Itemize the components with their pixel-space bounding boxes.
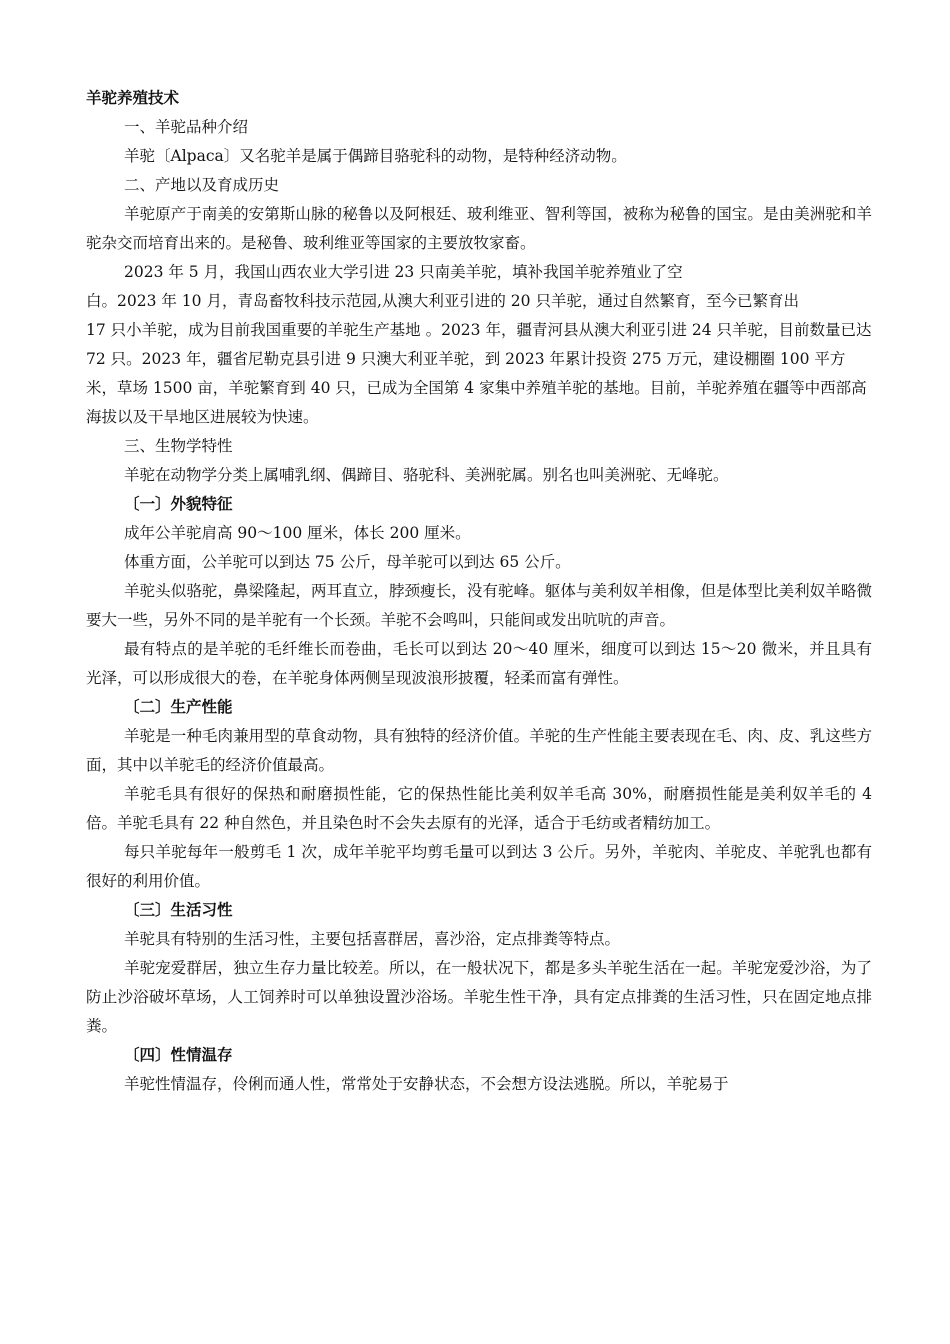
subheading-appearance: 〔一〕外貌特征	[124, 495, 233, 513]
paragraph: 羊驼原产于南美的安第斯山脉的秘鲁以及阿根廷、玻利维亚、智利等国，被称为秘鲁的国宝。是由美洲驼和羊驼杂交而培育出来的。是秘鲁、玻利维亚等国家的主要放牧家畜。	[86, 205, 872, 252]
paragraph: 2023 年 5 月，我国山西农业大学引进 23 只南美羊驼，填补我国羊驼养殖业了空	[124, 263, 683, 281]
section-heading-biology: 三、生物学特性	[124, 437, 233, 455]
paragraph: 每只羊驼每年一般剪毛 1 次，成年羊驼平均剪毛量可以到达 3 公斤。另外，羊驼肉、羊驼皮、羊驼乳也都有很好的利用价值。	[86, 843, 872, 890]
document-page	[86, 84, 872, 1099]
paragraph: 羊驼具有特别的生活习性，主要包括喜群居，喜沙浴，定点排粪等特点。	[124, 930, 621, 948]
subheading-temperament: 〔四〕性情温存	[124, 1046, 233, 1064]
document-title: 羊驼养殖技术	[86, 89, 180, 107]
paragraph: 羊驼在动物学分类上属哺乳纲、偶蹄目、骆驼科、美洲驼属。别名也叫美洲驼、无峰驼。	[124, 466, 729, 484]
section-heading-breeds: 一、羊驼品种介绍	[124, 118, 249, 136]
paragraph: 17 只小羊驼，成为目前我国重要的羊驼生产基地 。2023 年，疆青河县从澳大利亚引进 24 只羊驼，目前数量已达 72 只。2023 年，疆省尼勒克县引进 9 只澳大利亚羊驼，到 2023 年累计投资 275 万元，建设棚圈 100 平方米，草场 1500 亩，羊驼繁育到 40 只，已成为全国第 4 家集中养殖羊驼的基地。目前，羊驼养殖在疆等中西部高海拔以及干旱地区进展较为快速。	[86, 321, 872, 426]
paragraph: 羊驼〔Alpaca〕又名驼羊是属于偶蹄目骆驼科的动物，是特种经济动物。	[124, 147, 627, 165]
paragraph: 最有特点的是羊驼的毛纤维长而卷曲，毛长可以到达 20～40 厘米，细度可以到达 15～20 微米，并且具有光泽，可以形成很大的卷，在羊驼身体两侧呈现波浪形披覆，轻柔而富有弹性。	[86, 640, 872, 687]
paragraph: 羊驼是一种毛肉兼用型的草食动物，具有独特的经济价值。羊驼的生产性能主要表现在毛、肉、皮、乳这些方面，其中以羊驼毛的经济价值最高。	[86, 727, 872, 774]
subheading-habits: 〔三〕生活习性	[124, 901, 233, 919]
section-heading-origin: 二、产地以及育成历史	[124, 176, 280, 194]
paragraph: 羊驼性情温存，伶俐而通人性，常常处于安静状态，不会想方设法逃脱。所以，羊驼易于	[124, 1075, 729, 1093]
paragraph: 体重方面，公羊驼可以到达 75 公斤，母羊驼可以到达 65 公斤。	[124, 553, 571, 571]
paragraph: 羊驼毛具有很好的保热和耐磨损性能，它的保热性能比美利奴羊毛高 30%，耐磨损性能是美利奴羊毛的 4 倍。羊驼毛具有 22 种自然色，并且染色时不会失去原有的光泽，适合于毛纺或者精纺加工。	[86, 785, 872, 832]
paragraph: 羊驼头似骆驼，鼻梁隆起，两耳直立，脖颈瘦长，没有驼峰。躯体与美利奴羊相像，但是体型比美利奴羊略微要大一些，另外不同的是羊驼有一个长颈。羊驼不会鸣叫，只能间或发出吭吭的声音。	[86, 582, 872, 629]
paragraph: 羊驼宠爱群居，独立生存力量比较差。所以，在一般状况下，都是多头羊驼生活在一起。羊驼宠爱沙浴，为了防止沙浴破坏草场，人工饲养时可以单独设置沙浴场。羊驼生性干净，具有定点排粪的生活习性，只在固定地点排粪。	[86, 959, 872, 1035]
paragraph: 白。2023 年 10 月，青岛畜牧科技示范园,从澳大利亚引进的 20 只羊驼，通过自然繁育，至今已繁育出	[86, 292, 799, 310]
subheading-production: 〔二〕生产性能	[124, 698, 233, 716]
paragraph: 成年公羊驼肩高 90～100 厘米，体长 200 厘米。	[124, 524, 471, 542]
